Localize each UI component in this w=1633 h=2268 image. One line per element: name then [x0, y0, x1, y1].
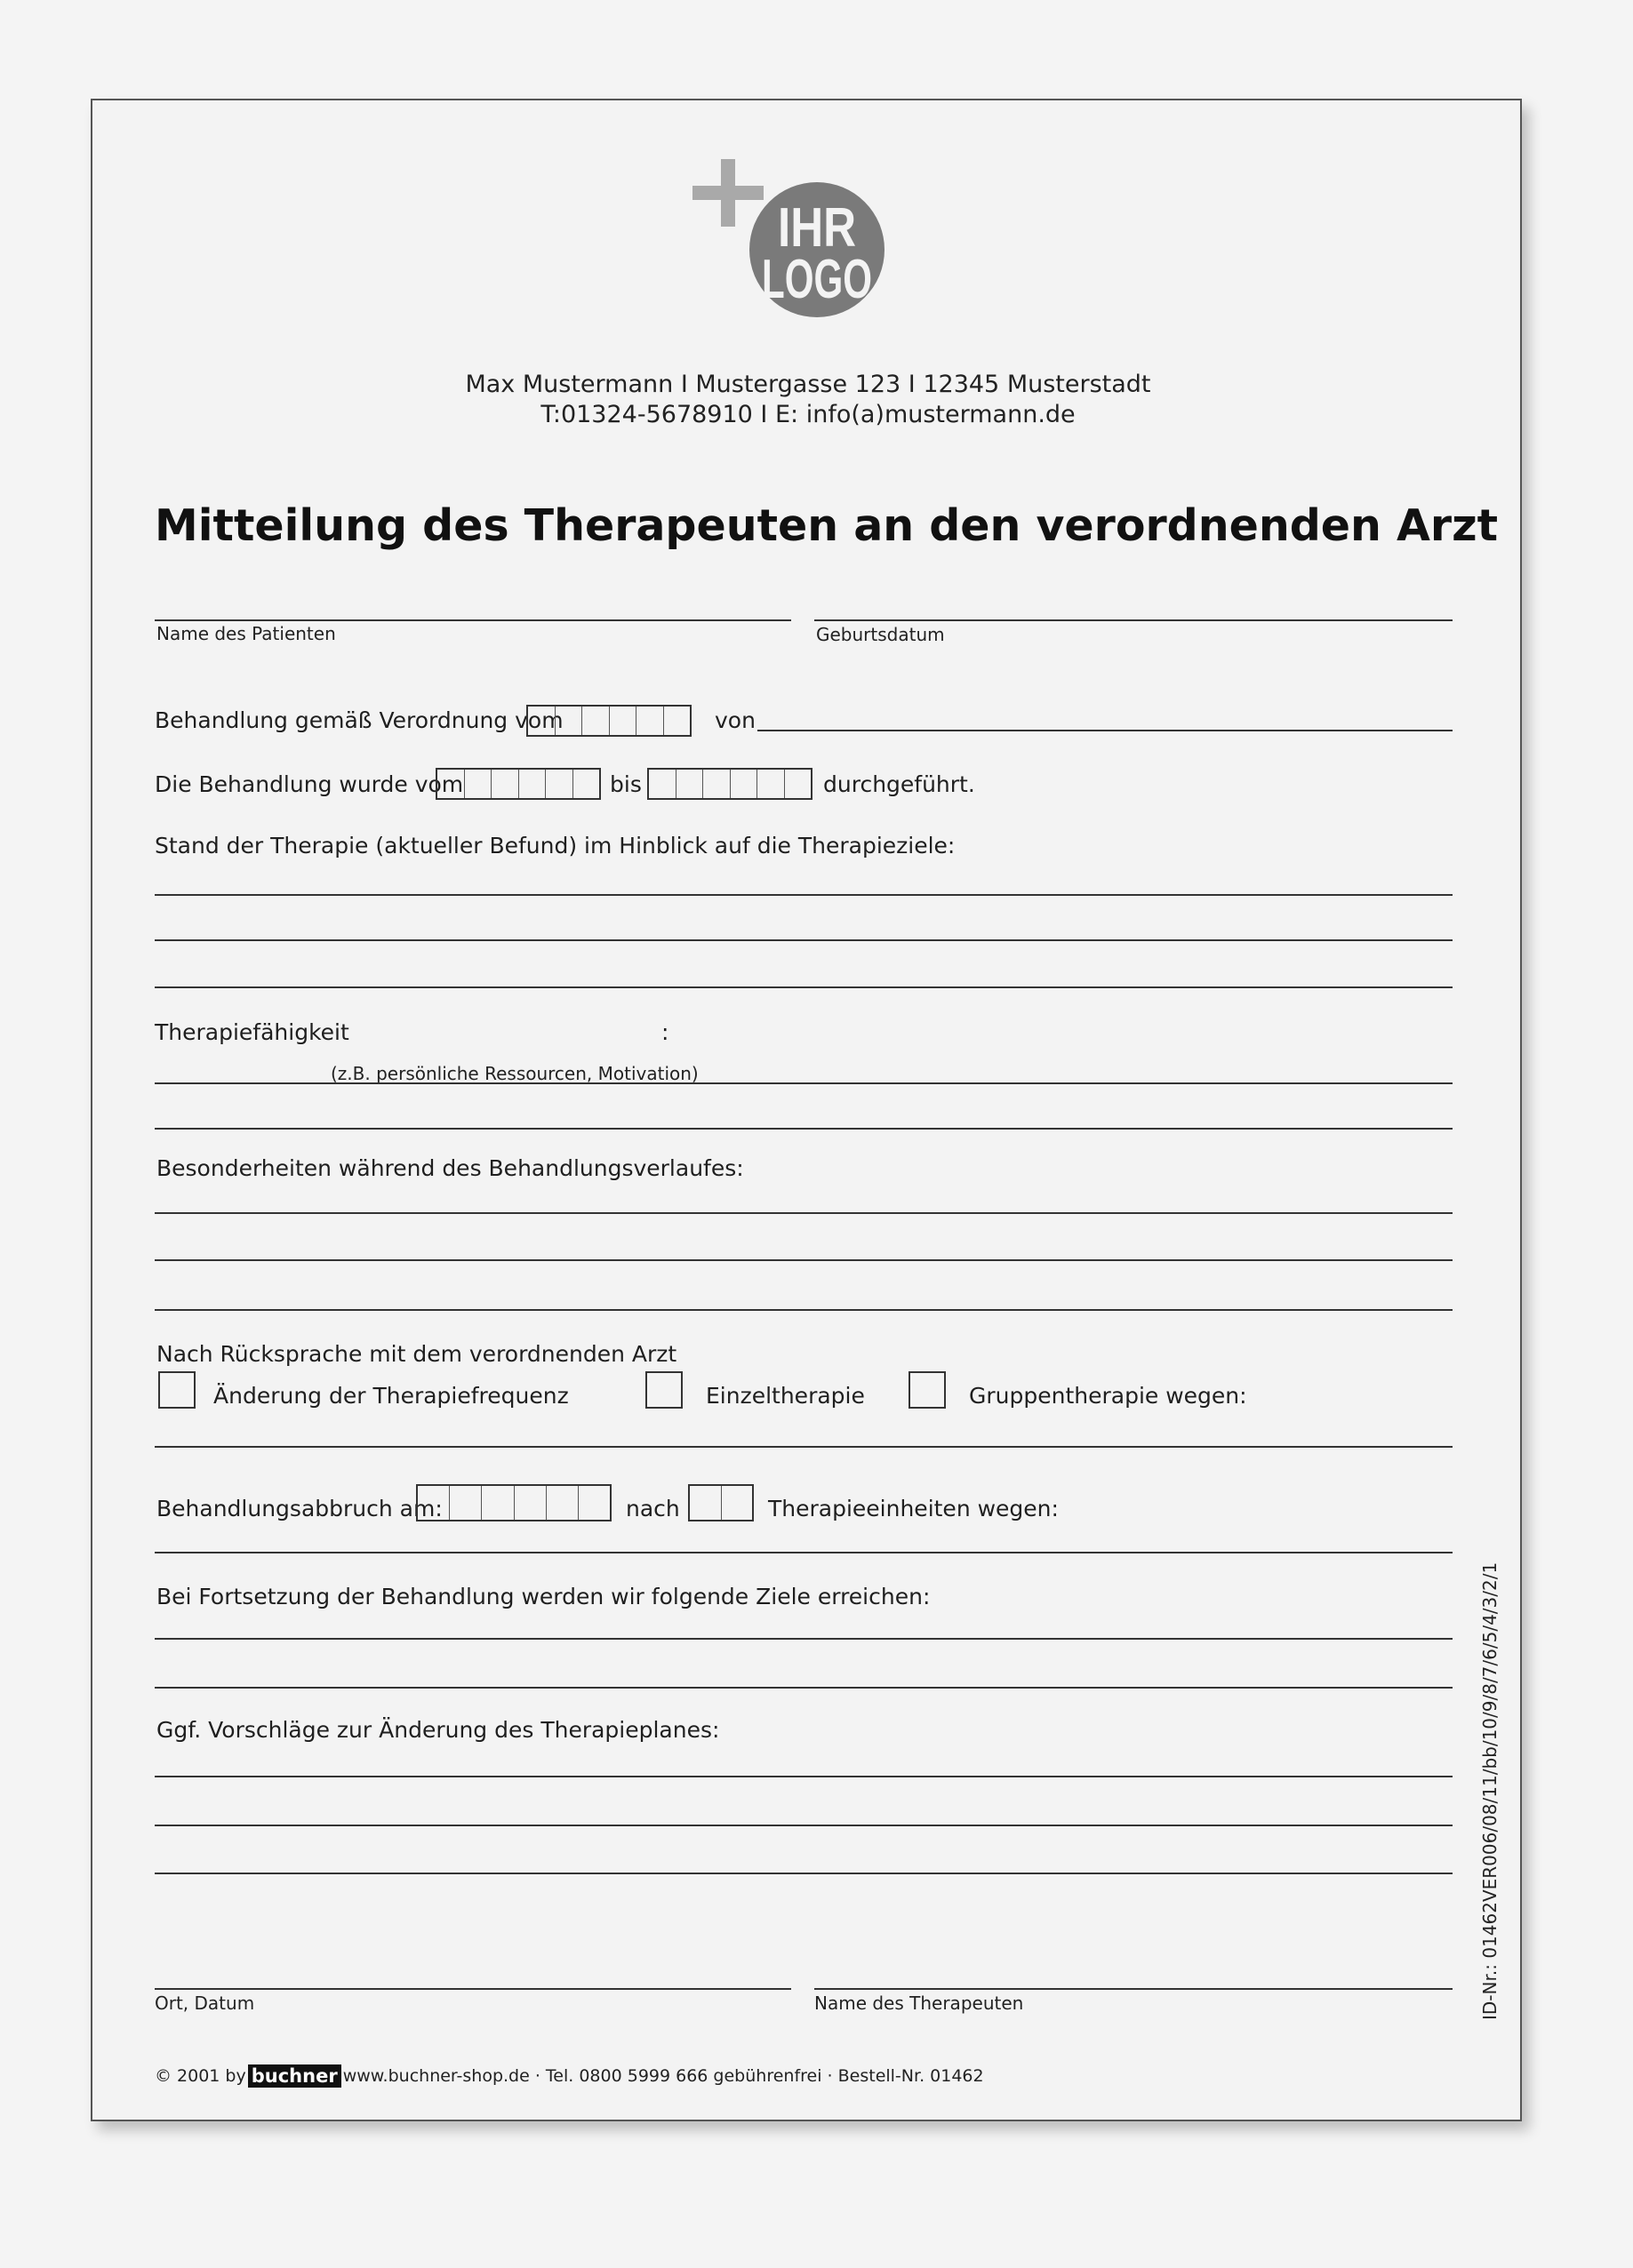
prescriber-line[interactable] — [757, 730, 1453, 731]
footer-copyright: © 2001 by — [155, 2066, 246, 2086]
logo-text-line2: LOGO — [762, 249, 872, 310]
suggestions-line-3[interactable] — [155, 1873, 1453, 1874]
capability-colon: : — [661, 1019, 669, 1045]
status-line-2[interactable] — [155, 939, 1453, 941]
status-line-3[interactable] — [155, 986, 1453, 988]
suggestions-line-1[interactable] — [155, 1776, 1453, 1777]
goals-label: Bei Fortsetzung der Behandlung werden wir folgende Ziele erreichen: — [156, 1584, 931, 1609]
place-date-label: Ort, Datum — [155, 1992, 255, 2014]
birth-date-label: Geburtsdatum — [816, 624, 945, 645]
consultation-label: Nach Rücksprache mit dem verordnenden Arzt — [156, 1341, 677, 1367]
special-line-2[interactable] — [155, 1259, 1453, 1261]
form-title: Mitteilung des Therapeuten an den verordnenden Arzt — [155, 500, 1499, 551]
footer — [155, 2064, 984, 2088]
patient-name-line[interactable] — [155, 619, 791, 621]
treatment-label: Die Behandlung wurde vom — [155, 771, 464, 797]
status-line-1[interactable] — [155, 894, 1453, 896]
footer-info: www.buchner-shop.de · Tel. 0800 5999 666 gebührenfrei · Bestell-Nr. 01462 — [342, 2066, 984, 2086]
capability-line-1[interactable] — [155, 1082, 1453, 1084]
group-therapy-checkbox[interactable] — [909, 1371, 946, 1409]
treatment-end-boxes[interactable] — [647, 768, 812, 800]
capability-hint: (z.B. persönliche Ressourcen, Motivation) — [331, 1063, 699, 1084]
contact-line: T:01324-5678910 I E: info(a)mustermann.de — [540, 401, 1076, 428]
form-sheet — [91, 99, 1522, 2121]
footer-brand-logo: buchner — [248, 2064, 341, 2088]
birth-date-line[interactable] — [814, 619, 1453, 621]
group-therapy-label: Gruppentherapie wegen: — [969, 1383, 1247, 1409]
durchgefuehrt-label: durchgeführt. — [823, 771, 975, 797]
therapist-name-line[interactable] — [814, 1988, 1453, 1990]
therapist-name-label: Name des Therapeuten — [814, 1992, 1024, 2014]
capability-label: Therapiefähigkeit — [155, 1019, 349, 1045]
special-line-1[interactable] — [155, 1212, 1453, 1214]
abort-line[interactable] — [155, 1552, 1453, 1553]
abort-label: Behandlungsabbruch am: — [156, 1496, 443, 1521]
side-id-number: ID-Nr.: 01462VER006/08/11/bb/10/9/8/7/6/5/4/3/2/1 — [1479, 1561, 1501, 2020]
consultation-line[interactable] — [155, 1446, 1453, 1448]
frequency-label: Änderung der Therapiefrequenz — [213, 1383, 569, 1409]
units-label: Therapieeinheiten wegen: — [768, 1496, 1059, 1521]
special-label: Besonderheiten während des Behandlungsverlaufes: — [156, 1155, 744, 1181]
status-label: Stand der Therapie (aktueller Befund) im Hinblick auf die Therapieziele: — [155, 833, 956, 858]
single-therapy-checkbox[interactable] — [645, 1371, 683, 1409]
capability-line-2[interactable] — [155, 1128, 1453, 1130]
suggestions-line-2[interactable] — [155, 1825, 1453, 1826]
address-line: Max Mustermann I Mustergasse 123 I 12345 Musterstadt — [465, 371, 1151, 398]
logo — [684, 154, 906, 314]
goals-line-2[interactable] — [155, 1687, 1453, 1689]
frequency-checkbox[interactable] — [158, 1371, 196, 1409]
von-label: von — [715, 707, 756, 733]
treatment-start-boxes[interactable] — [436, 768, 601, 800]
prescription-label: Behandlung gemäß Verordnung vom — [155, 707, 564, 733]
prescription-date-boxes[interactable] — [526, 705, 692, 737]
patient-name-label: Name des Patienten — [156, 623, 336, 644]
special-line-3[interactable] — [155, 1309, 1453, 1311]
place-date-line[interactable] — [155, 1988, 791, 1990]
logo-plus-horizontal — [692, 186, 764, 200]
units-boxes[interactable] — [688, 1484, 754, 1521]
goals-line-1[interactable] — [155, 1638, 1453, 1640]
nach-label: nach — [626, 1496, 680, 1521]
single-therapy-label: Einzeltherapie — [706, 1383, 865, 1409]
suggestions-label: Ggf. Vorschläge zur Änderung des Therapieplanes: — [156, 1717, 720, 1743]
abort-date-boxes[interactable] — [416, 1484, 612, 1521]
logo-text-line1: IHR — [778, 197, 856, 259]
bis-label: bis — [610, 771, 642, 797]
